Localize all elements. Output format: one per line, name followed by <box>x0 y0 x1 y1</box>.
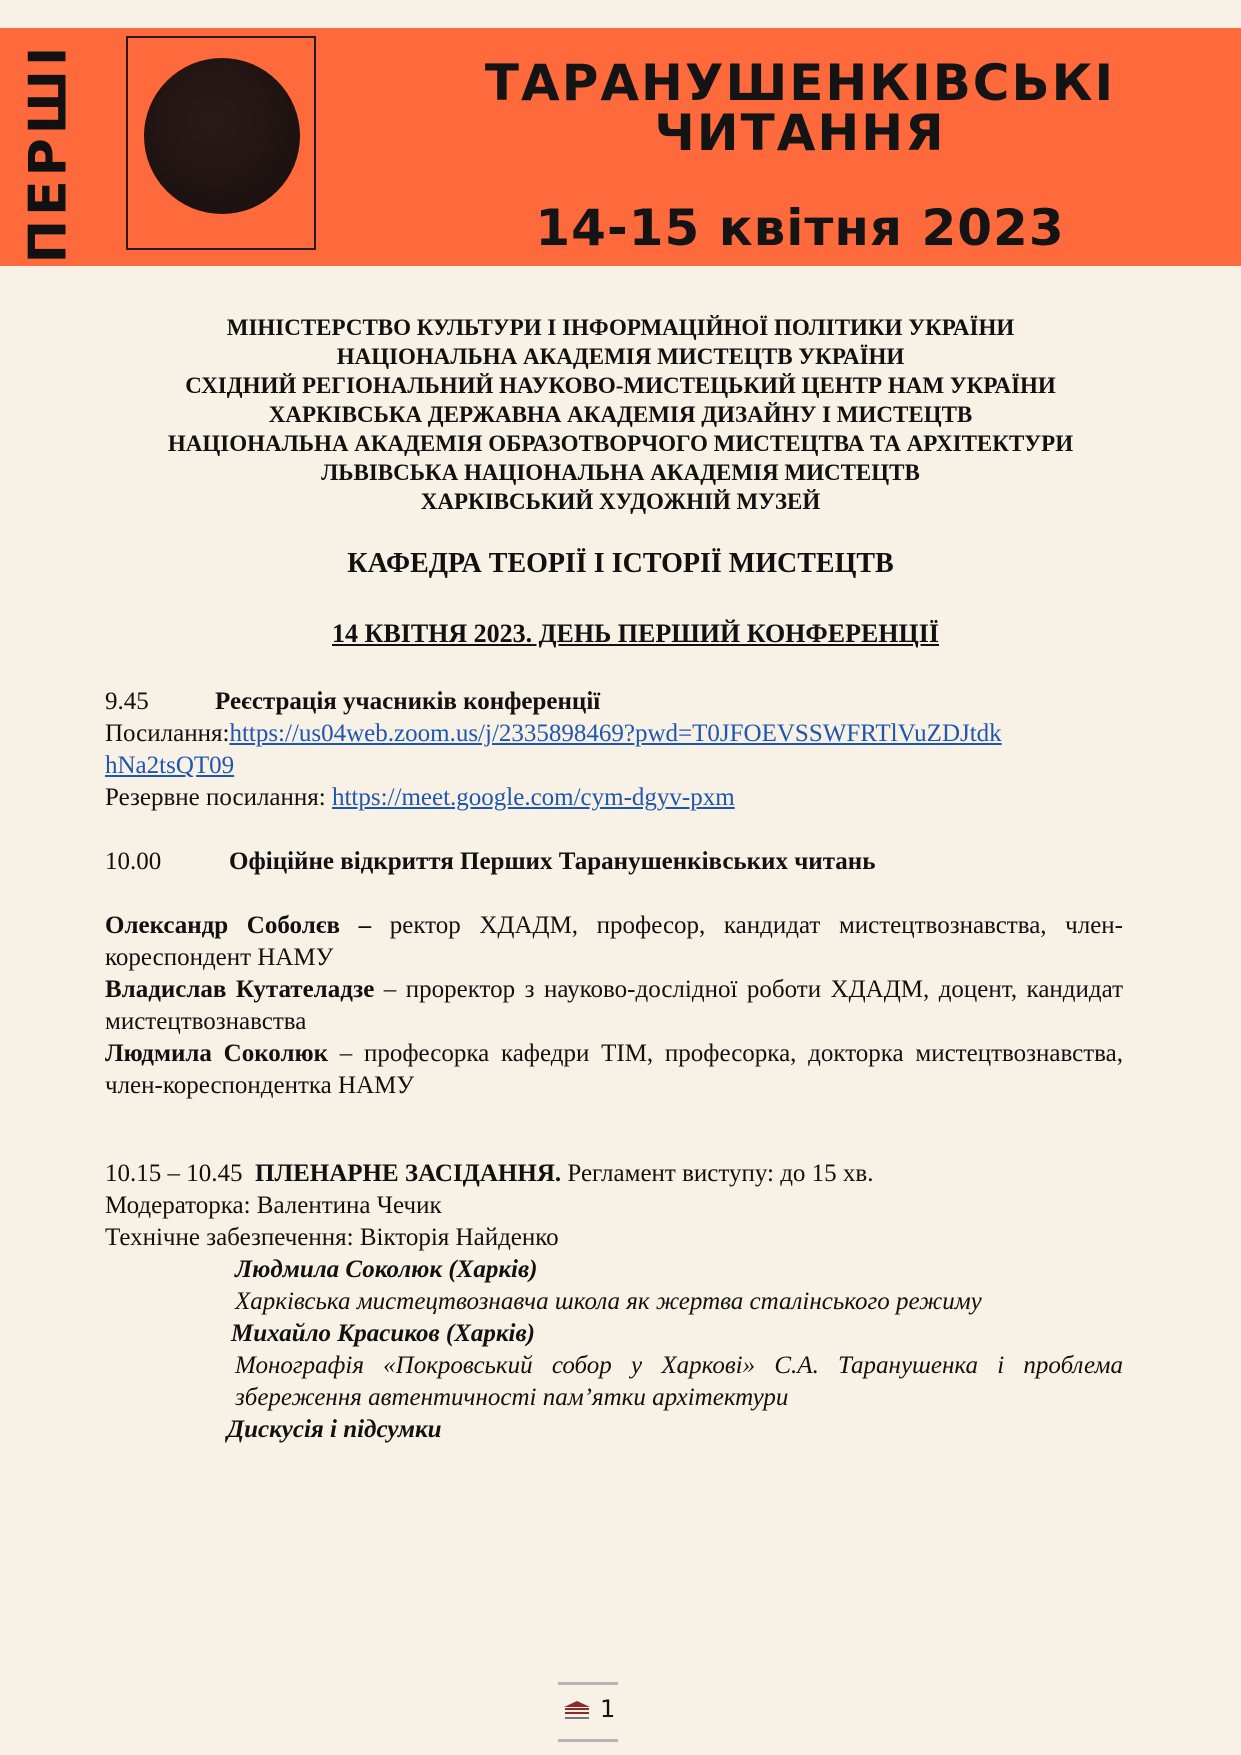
zoom-link[interactable] <box>105 720 1002 779</box>
zoom-link-line1: https://us04web.zoom.us/j/2335898469?pwd=T0JFOEVSSWFRTlVuZDJtdk <box>229 720 1002 747</box>
speaker-name: Владислав Кутателадзе <box>105 976 375 1003</box>
speaker-entry <box>105 1038 1123 1102</box>
organization-line: МІНІСТЕРСТВО КУЛЬТУРИ І ІНФОРМАЦІЙНОЇ ПОЛІТИКИ УКРАЇНИ <box>226 315 1015 340</box>
backup-link[interactable]: https://meet.google.com/cym-dgyv-pxm <box>331 784 735 811</box>
event-title-line2: ЧИТАННЯ <box>654 104 946 162</box>
speaker-role: – професорка кафедри ТІМ, професорка, докторка мистецтвознавства, член-кореспондентка НАМУ <box>105 1040 1123 1099</box>
event-title-line1: ТАРАНУШЕНКІВСЬКІ <box>484 54 1116 112</box>
backup-link-row <box>105 782 1123 814</box>
event-date: 14-15 квітня 2023 <box>535 199 1065 257</box>
tech-support: Технічне забезпечення: Вікторія Найденко <box>105 1224 559 1251</box>
speaker-name: Людмила Соколюк <box>105 1040 328 1067</box>
registration-row <box>105 686 1123 718</box>
vertical-label-text: ПЕРШІ <box>18 42 78 264</box>
sun-circle-logo <box>144 58 300 214</box>
plenary-regulation: Регламент виступу: до 15 хв. <box>561 1160 874 1187</box>
page-footer <box>558 1682 618 1742</box>
day-title: 14 КВІТНЯ 2023. ДЕНЬ ПЕРШИЙ КОНФЕРЕНЦІЇ <box>332 619 939 648</box>
logo-frame <box>126 36 316 250</box>
backup-link-label: Резервне посилання: <box>105 784 332 811</box>
opening-title: Офіційне відкриття Перших Таранушенківських читань <box>229 848 876 875</box>
speaker-entry <box>105 910 1123 974</box>
talk-speaker: Михайло Красиков (Харків) <box>231 1320 535 1347</box>
header-banner <box>0 28 1241 266</box>
organization-line: НАЦІОНАЛЬНА АКАДЕМІЯ ОБРАЗОТВОРЧОГО МИСТЕЦТВА ТА АРХІТЕКТУРИ <box>167 431 1074 456</box>
speaker-name: Олександр Соболєв – <box>105 912 372 939</box>
talk-speaker: Людмила Соколюк (Харків) <box>235 1256 538 1283</box>
plenary-title: ПЛЕНАРНЕ ЗАСІДАННЯ. <box>255 1160 562 1187</box>
plenary-row <box>105 1158 1123 1190</box>
program-content <box>105 686 1123 1446</box>
talk-title: Харківська мистецтвознавча школа як жертва сталінського режиму <box>235 1288 982 1315</box>
talk-title: Монографія «Покровський собор у Харкові» С.А. Таранушенка і проблема збереження автентичності пам’ятки архітектури <box>235 1352 1123 1411</box>
plenary-time: 10.15 – 10.45 <box>105 1160 243 1187</box>
page-number: 1 <box>600 1695 616 1723</box>
registration-time: 9.45 <box>105 688 149 715</box>
academy-logo-icon <box>562 1699 592 1721</box>
discussion-closing: Дискусія і підсумки <box>227 1416 442 1443</box>
zoom-link-label: Посилання: <box>105 720 230 747</box>
opening-time: 10.00 <box>105 848 162 875</box>
speaker-entry <box>105 974 1123 1038</box>
organizations-list <box>0 313 1241 516</box>
plenary-talks <box>227 1254 1123 1446</box>
organization-line: ХАРКІВСЬКИЙ ХУДОЖНІЙ МУЗЕЙ <box>420 489 821 514</box>
opening-speakers <box>105 910 1123 1102</box>
speaker-role: – проректор з науково-дослідної роботи ХДАДМ, доцент, кандидат мистецтвознавства <box>105 976 1123 1035</box>
organization-line: СХІДНИЙ РЕГІОНАЛЬНИЙ НАУКОВО-МИСТЕЦЬКИЙ ЦЕНТР НАМ УКРАЇНИ <box>185 373 1056 398</box>
speaker-role: ректор ХДАДМ, професор, кандидат мистецтвознавства, член-кореспондент НАМУ <box>105 912 1123 971</box>
moderator: Модераторка: Валентина Чечик <box>105 1192 442 1219</box>
opening-row <box>105 846 1123 878</box>
zoom-link-row <box>105 718 1123 782</box>
registration-title: Реєстрація учасників конференції <box>215 688 601 715</box>
department-title: КАФЕДРА ТЕОРІЇ І ІСТОРІЇ МИСТЕЦТВ <box>347 548 894 579</box>
event-title <box>400 54 1200 162</box>
organization-line: ХАРКІВСЬКА ДЕРЖАВНА АКАДЕМІЯ ДИЗАЙНУ І МИСТЕЦТВ <box>268 402 973 427</box>
organization-line: ЛЬВІВСЬКА НАЦІОНАЛЬНА АКАДЕМІЯ МИСТЕЦТВ <box>321 460 920 485</box>
organization-line: НАЦІОНАЛЬНА АКАДЕМІЯ МИСТЕЦТВ УКРАЇНИ <box>336 344 905 369</box>
vertical-label <box>8 42 88 264</box>
zoom-link-line2: hNa2tsQT09 <box>105 752 235 779</box>
